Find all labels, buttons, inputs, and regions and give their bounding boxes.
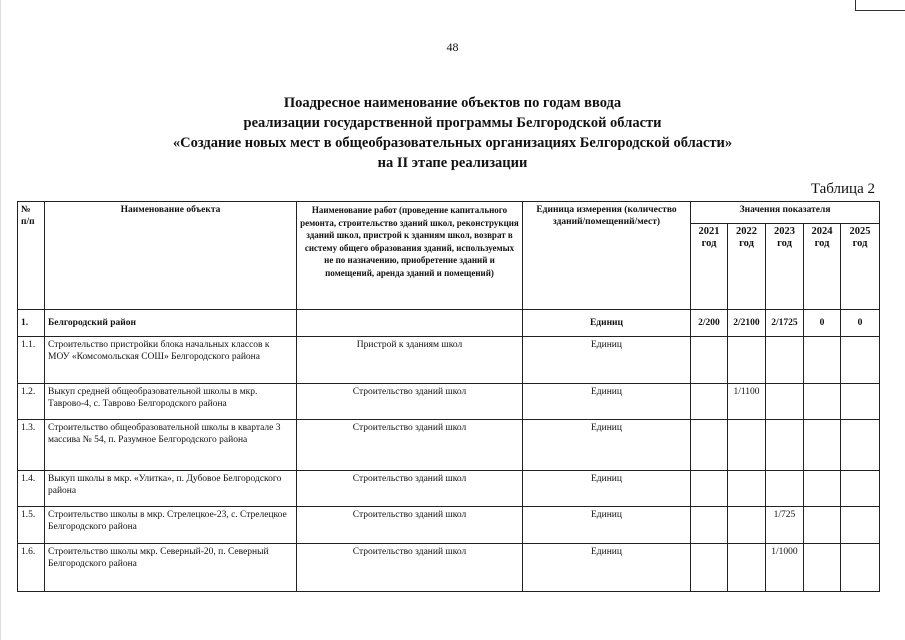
row-value-2024	[804, 384, 841, 420]
row-value-2023: 2/1725	[766, 310, 804, 337]
table-row	[18, 471, 880, 507]
row-value-2021	[691, 420, 728, 471]
table-row	[18, 337, 880, 384]
row-value-2022	[728, 471, 766, 507]
row-works: Строительство зданий школ	[297, 420, 523, 471]
row-value-2022	[728, 337, 766, 384]
header-values: Значения показателя	[691, 202, 880, 224]
row-value-2025	[841, 337, 880, 384]
row-value-2025	[841, 544, 880, 592]
header-unit: Единица измерения (количество зданий/помещений/мест)	[523, 202, 691, 310]
row-num: 1.6.	[18, 544, 45, 592]
document-title	[0, 93, 905, 173]
row-value-2024	[804, 507, 841, 544]
row-unit: Единиц	[523, 507, 691, 544]
table-label: Таблица 2	[810, 181, 875, 197]
row-value-2025	[841, 507, 880, 544]
row-value-2025	[841, 471, 880, 507]
header-year-2025: 2025 год	[841, 224, 880, 310]
row-object: Строительство пристройки блока начальных классов к МОУ «Комсомольская СОШ» Белгородского района	[45, 337, 297, 384]
row-value-2023	[766, 471, 804, 507]
row-num: 1.2.	[18, 384, 45, 420]
row-unit: Единиц	[523, 384, 691, 420]
row-value-2024	[804, 337, 841, 384]
row-value-2023	[766, 337, 804, 384]
row-num: 1.1.	[18, 337, 45, 384]
objects-table	[17, 201, 880, 592]
row-value-2025	[841, 420, 880, 471]
row-value-2024	[804, 420, 841, 471]
row-unit: Единиц	[523, 420, 691, 471]
header-num: № п/п	[18, 202, 45, 310]
table-row-district	[18, 310, 880, 337]
table-row	[18, 544, 880, 592]
row-unit: Единиц	[523, 544, 691, 592]
row-works	[297, 310, 523, 337]
row-value-2025: 0	[841, 310, 880, 337]
row-works: Пристрой к зданиям школ	[297, 337, 523, 384]
title-line: реализации государственной программы Белгородской области	[243, 115, 662, 131]
row-value-2021	[691, 337, 728, 384]
row-value-2021: 2/200	[691, 310, 728, 337]
row-value-2022	[728, 507, 766, 544]
row-value-2021	[691, 471, 728, 507]
row-works: Строительство зданий школ	[297, 471, 523, 507]
row-works: Строительство зданий школ	[297, 544, 523, 592]
row-value-2021	[691, 544, 728, 592]
row-works: Строительство зданий школ	[297, 507, 523, 544]
title-line: «Создание новых мест в общеобразовательных организациях Белгородской области»	[172, 135, 733, 151]
row-value-2022	[728, 544, 766, 592]
table-row	[18, 420, 880, 471]
row-object: Выкуп средней общеобразовательной школы в мкр. Таврово-4, с. Таврово Белгородского района	[45, 384, 297, 420]
row-object: Выкуп школы в мкр. «Улитка», п. Дубовое Белгородского района	[45, 471, 297, 507]
row-unit: Единиц	[523, 337, 691, 384]
header-year-2021: 2021 год	[691, 224, 728, 310]
row-object: Белгородский район	[45, 310, 297, 337]
row-num: 1.	[18, 310, 45, 337]
row-value-2023	[766, 420, 804, 471]
row-num: 1.3.	[18, 420, 45, 471]
title-line: Поадресное наименование объектов по годам ввода	[283, 95, 622, 111]
table-row	[18, 507, 880, 544]
row-value-2021	[691, 384, 728, 420]
row-object: Строительство общеобразовательной школы в квартале 3 массива № 54, п. Разумное Белгородского района	[45, 420, 297, 471]
title-line: на II этапе реализации	[377, 155, 528, 171]
row-num: 1.5.	[18, 507, 45, 544]
table-row	[18, 384, 880, 420]
row-value-2024	[804, 544, 841, 592]
row-object: Строительство школы мкр. Северный-20, п. Северный Белгородского района	[45, 544, 297, 592]
row-value-2022: 2/2100	[728, 310, 766, 337]
row-value-2023: 1/1000	[766, 544, 804, 592]
row-value-2023: 1/725	[766, 507, 804, 544]
page-number: 48	[446, 40, 459, 54]
row-value-2024	[804, 471, 841, 507]
row-works: Строительство зданий школ	[297, 384, 523, 420]
scan-corner-mark	[855, 0, 905, 11]
row-value-2021	[691, 507, 728, 544]
header-object: Наименование объекта	[45, 202, 297, 310]
header-year-2023: 2023 год	[766, 224, 804, 310]
row-value-2022: 1/1100	[728, 384, 766, 420]
row-value-2022	[728, 420, 766, 471]
row-value-2024: 0	[804, 310, 841, 337]
header-year-2022: 2022 год	[728, 224, 766, 310]
row-object: Строительство школы в мкр. Стрелецкое-23, с. Стрелецкое Белгородского района	[45, 507, 297, 544]
header-works: Наименование работ (проведение капитального ремонта, строительство зданий школ, реконструкция зданий школ, пристрой к зданиям школ, возврат в систему общего образования зданий, используемых не по назначению, приобретение зданий и помещений, аренда зданий и помещений)	[297, 202, 523, 310]
row-value-2025	[841, 384, 880, 420]
row-value-2023	[766, 384, 804, 420]
row-num: 1.4.	[18, 471, 45, 507]
header-year-2024: 2024 год	[804, 224, 841, 310]
row-unit: Единиц	[523, 310, 691, 337]
row-unit: Единиц	[523, 471, 691, 507]
